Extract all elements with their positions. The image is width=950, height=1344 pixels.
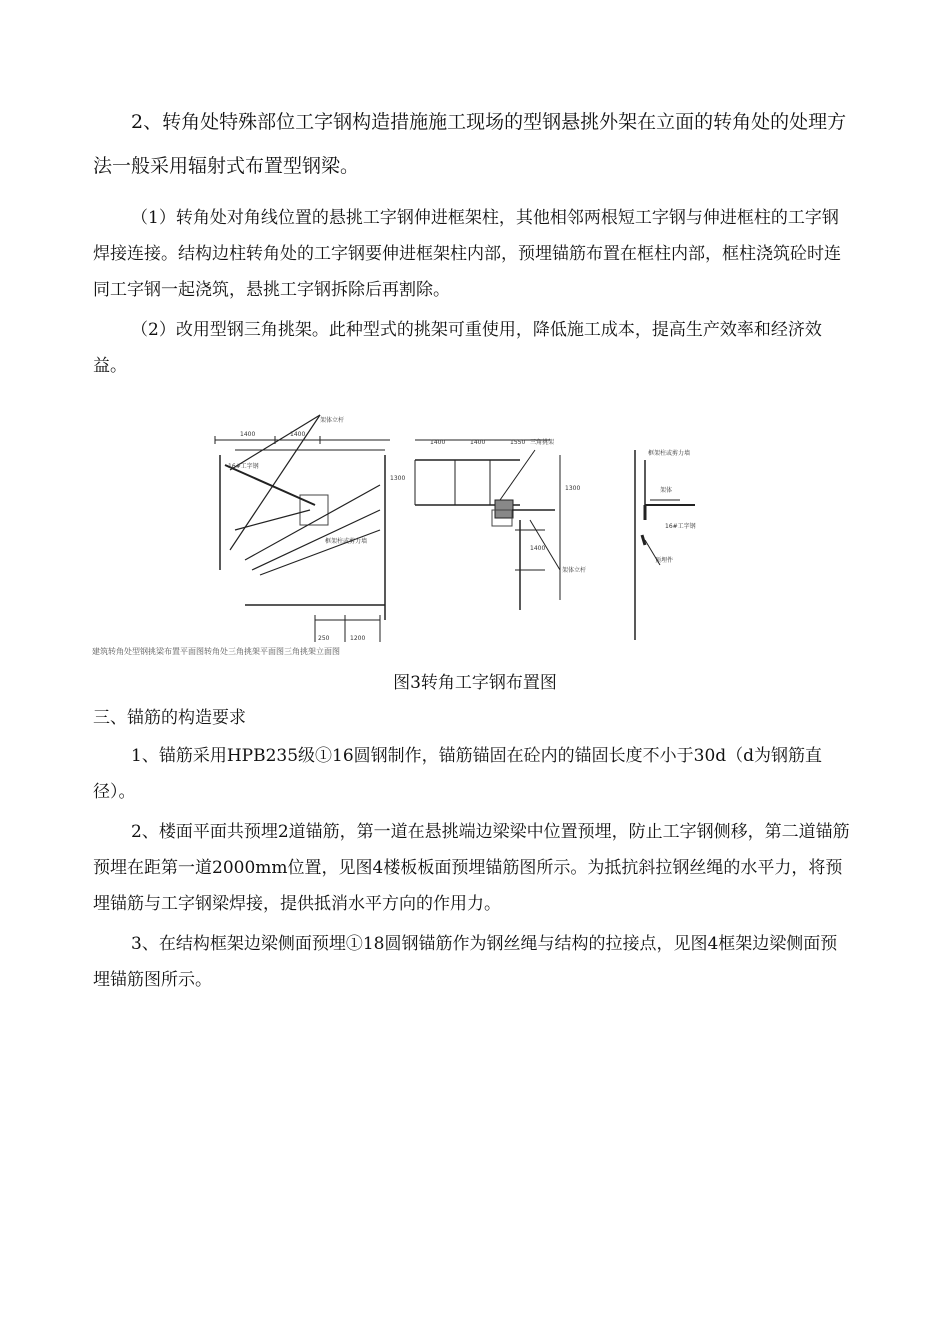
figure-caption: 图3转角工字钢布置图	[393, 673, 557, 693]
paragraph-corner-treatment: 2、转角处特殊部位工字钢构造措施施工现场的型钢悬挑外架在立面的转角处的处理方法一般采用辐射式布置型钢梁。	[93, 111, 847, 177]
column-block-mid	[495, 500, 513, 518]
label-embed-right: 预埋件	[655, 557, 674, 564]
section-heading-anchor: 三、锚筋的构造要求	[93, 708, 246, 728]
figure-subcaption: 建筑转角处型钢挑梁布置平面图转角处三角挑架平面图三角挑架立面图	[92, 647, 340, 656]
paragraph-anchor-layout: 2、楼面平面共预埋2道锚筋，第一道在悬挑端边梁梁中位置预埋，防止工字钢侧移，第二道锚筋预埋在距第一道2000mm位置，见图4楼板板面预埋锚筋图所示。为抵抗斜拉钢丝绳的水平力，将预埋锚筋与工字钢梁焊接，提供抵消水平方向的作用力。	[93, 822, 850, 914]
label-pole-mid: 架体立杆	[562, 567, 587, 574]
dim-1400c: 1400	[430, 439, 446, 446]
dim-1400b: 1400	[290, 431, 306, 438]
figure-drawing	[190, 410, 770, 655]
paragraph-anchor-material: 1、锚筋采用HPB235级①16圆钢制作，锚筋锚固在砼内的锚固长度不小于30d（d为钢筋直径）。	[93, 746, 823, 802]
dim-1400d: 1400	[470, 439, 486, 446]
label-frame-right: 架体	[660, 487, 673, 494]
figure-corner-steel-layout	[190, 410, 770, 655]
label-wall-right: 框架柱或剪力墙	[648, 450, 691, 457]
dim-1200: 1200	[350, 635, 366, 642]
label-truss: 三角挑架	[530, 439, 555, 446]
dim-mid-1300: 1300	[565, 485, 581, 492]
label-wall: 框架柱或剪力墙	[325, 538, 368, 545]
paragraph-triangle-truss: （2）改用型钢三角挑架。此种型式的挑架可重使用，降低施工成本，提高生产效率和经济效益。	[93, 320, 822, 376]
paragraph-diagonal-beam: （1）转角处对角线位置的悬挑工字钢伸进框架柱，其他相邻两根短工字钢与伸进框柱的工字钢焊接连接。结构边柱转角处的工字钢要伸进框架柱内部，预埋锚筋布置在框柱内部，框柱浇筑砼时连同工字钢一起浇筑，悬挑工字钢拆除后再割除。	[93, 208, 841, 300]
label-beam-right: 16#工字钢	[665, 523, 696, 530]
label-pole: 架体立杆	[320, 417, 345, 424]
dim-1300: 1300	[390, 475, 406, 482]
label-beam: 16#工字钢	[228, 463, 259, 470]
dim-1400a: 1400	[240, 431, 256, 438]
dim-mid-1400: 1400	[530, 545, 546, 552]
dim-250: 250	[318, 635, 330, 642]
paragraph-anchor-side: 3、在结构框架边梁侧面预埋①18圆钢锚筋作为钢丝绳与结构的拉接点，见图4框架边梁侧面预埋锚筋图所示。	[93, 934, 838, 990]
dim-1550: 1550	[510, 439, 526, 446]
